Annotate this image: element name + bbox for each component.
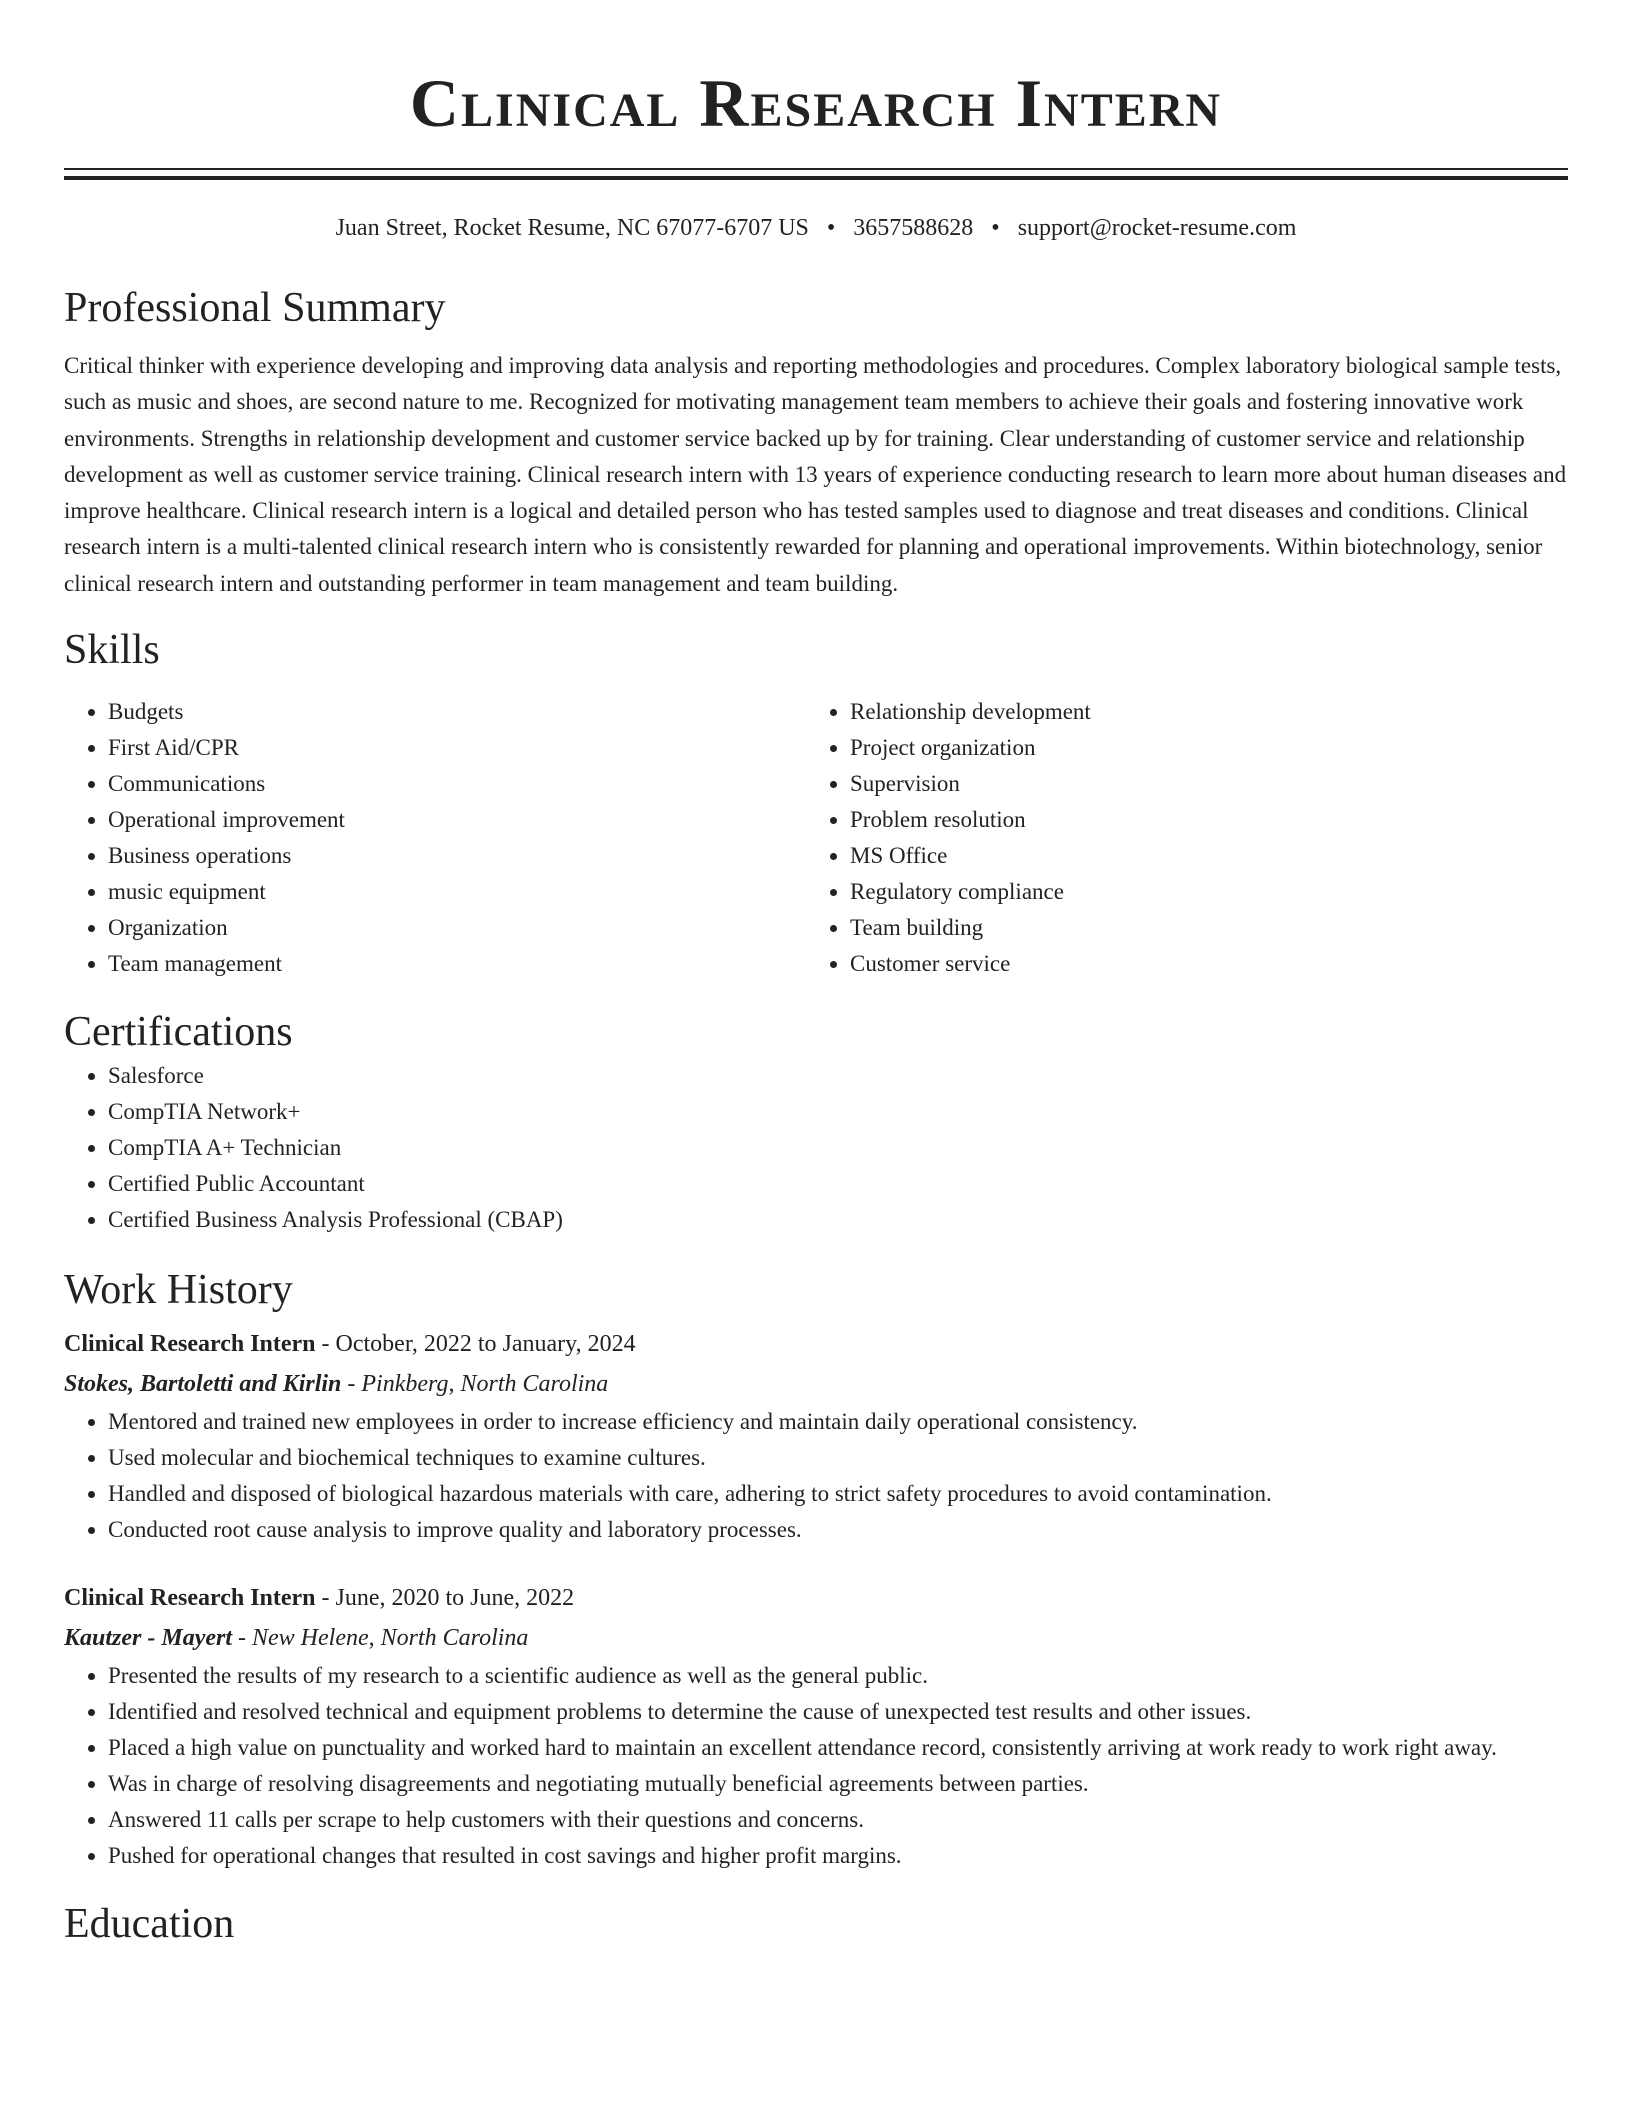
- contact-separator: •: [991, 215, 1000, 241]
- job-title: Clinical Research Intern: [64, 1331, 316, 1358]
- education-heading: Education: [64, 1901, 235, 1948]
- job-bullet: • Was in charge of resolving disagreements and negotiating mutually beneficial agreements between parties.: [108, 1766, 1568, 1802]
- job-title-line: [64, 1578, 1568, 1618]
- job-title-line: [64, 1324, 1568, 1364]
- job-company-line: [64, 1364, 1568, 1404]
- skills-column-right: [806, 694, 1548, 982]
- contact-phone: 3657588628: [853, 215, 974, 241]
- certification-item: • CompTIA Network+: [108, 1094, 1568, 1130]
- skills-columns: [64, 694, 1568, 982]
- summary-text: Critical thinker with experience developing and improving data analysis and reporting methodologies and procedures. Complex laboratory biological sample tests, such as music and shoes, are second nature to me. Recognized for motivating management team members to achieve their goals and fostering innovative work environments. Strengths in relationship development and customer service backed up by for training. Clear understanding of customer service and relationship development as well as customer service training. Clinical research intern with 13 years of experience conducting research to learn more about human diseases and improve healthcare. Clinical research intern is a logical and detailed person who has tested samples used to diagnose and treat diseases and conditions. Clinical research intern is a multi-talented clinical research intern who is consistently rewarded for planning and operational improvements. Within biotechnology, senior clinical research intern and outstanding performer in team management and team building.: [64, 353, 1567, 596]
- divider-thin-line: [64, 168, 1568, 170]
- job-entry: [64, 1578, 1568, 1874]
- skill-item: • MS Office: [850, 838, 1548, 874]
- job-dates: - October, 2022 to January, 2024: [315, 1331, 636, 1358]
- skills-list-right: [806, 694, 1548, 982]
- job-bullet: • Presented the results of my research to a scientific audience as well as the general public.: [108, 1658, 1568, 1694]
- skill-item: • Supervision: [850, 766, 1548, 802]
- job-location: - New Helene, North Carolina: [232, 1625, 529, 1652]
- skill-item: • First Aid/CPR: [108, 730, 806, 766]
- job-bullet: • Used molecular and biochemical techniques to examine cultures.: [108, 1440, 1568, 1476]
- contact-address: Juan Street, Rocket Resume, NC 67077-6707 US: [335, 215, 809, 241]
- title-divider: [64, 168, 1568, 180]
- job-location: - Pinkberg, North Carolina: [341, 1371, 609, 1398]
- job-entry: [64, 1324, 1568, 1548]
- certifications-list: [64, 1058, 1568, 1238]
- skill-item: • Team management: [108, 946, 806, 982]
- contact-line: [64, 212, 1568, 244]
- skill-item: • Communications: [108, 766, 806, 802]
- skills-column-left: [64, 694, 806, 982]
- skill-item: • music equipment: [108, 874, 806, 910]
- skill-item: • Problem resolution: [850, 802, 1548, 838]
- contact-separator: •: [826, 215, 836, 241]
- certifications-heading: Certifications: [64, 1009, 293, 1056]
- resume-page: [64, 0, 1568, 1950]
- skill-item: • Business operations: [108, 838, 806, 874]
- job-bullet: • Identified and resolved technical and equipment problems to determine the cause of unexpected test results and other issues.: [108, 1694, 1568, 1730]
- certification-item: • Certified Business Analysis Professional (CBAP): [108, 1202, 1568, 1238]
- skill-item: • Relationship development: [850, 694, 1548, 730]
- certification-item: • CompTIA A+ Technician: [108, 1130, 1568, 1166]
- work-history-heading: Work History: [64, 1267, 293, 1314]
- job-company: Kautzer - Mayert: [64, 1625, 232, 1652]
- job-bullet: • Answered 11 calls per scrape to help customers with their questions and concerns.: [108, 1802, 1568, 1838]
- job-dates: - June, 2020 to June, 2022: [315, 1585, 575, 1612]
- job-bullets: [64, 1658, 1568, 1874]
- certification-item: • Certified Public Accountant: [108, 1166, 1568, 1202]
- contact-email: support@rocket-resume.com: [1017, 215, 1297, 241]
- skill-item: • Operational improvement: [108, 802, 806, 838]
- skill-item: • Customer service: [850, 946, 1548, 982]
- job-title: Clinical Research Intern: [64, 1585, 316, 1612]
- skills-list-left: [64, 694, 806, 982]
- job-bullet: • Pushed for operational changes that resulted in cost savings and higher profit margins.: [108, 1838, 1568, 1874]
- skill-item: • Regulatory compliance: [850, 874, 1548, 910]
- job-company-line: [64, 1618, 1568, 1658]
- divider-thick-line: [64, 176, 1568, 180]
- job-company: Stokes, Bartoletti and Kirlin: [64, 1371, 342, 1398]
- job-bullet: • Handled and disposed of biological hazardous materials with care, adhering to strict safety procedures to avoid contamination.: [108, 1476, 1568, 1512]
- skill-item: • Budgets: [108, 694, 806, 730]
- job-bullets: [64, 1404, 1568, 1548]
- job-bullet: • Conducted root cause analysis to improve quality and laboratory processes.: [108, 1512, 1568, 1548]
- summary-heading: Professional Summary: [64, 285, 446, 331]
- skill-item: • Team building: [850, 910, 1548, 946]
- job-bullet: • Mentored and trained new employees in order to increase efficiency and maintain daily operational consistency.: [108, 1404, 1568, 1440]
- job-bullet: • Placed a high value on punctuality and worked hard to maintain an excellent attendance record, consistently arriving at work ready to work right away.: [108, 1730, 1568, 1766]
- resume-title: Clinical Research Intern: [409, 65, 1223, 141]
- skill-item: • Organization: [108, 910, 806, 946]
- certification-item: • Salesforce: [108, 1058, 1568, 1094]
- skill-item: • Project organization: [850, 730, 1548, 766]
- skills-heading: Skills: [64, 627, 160, 674]
